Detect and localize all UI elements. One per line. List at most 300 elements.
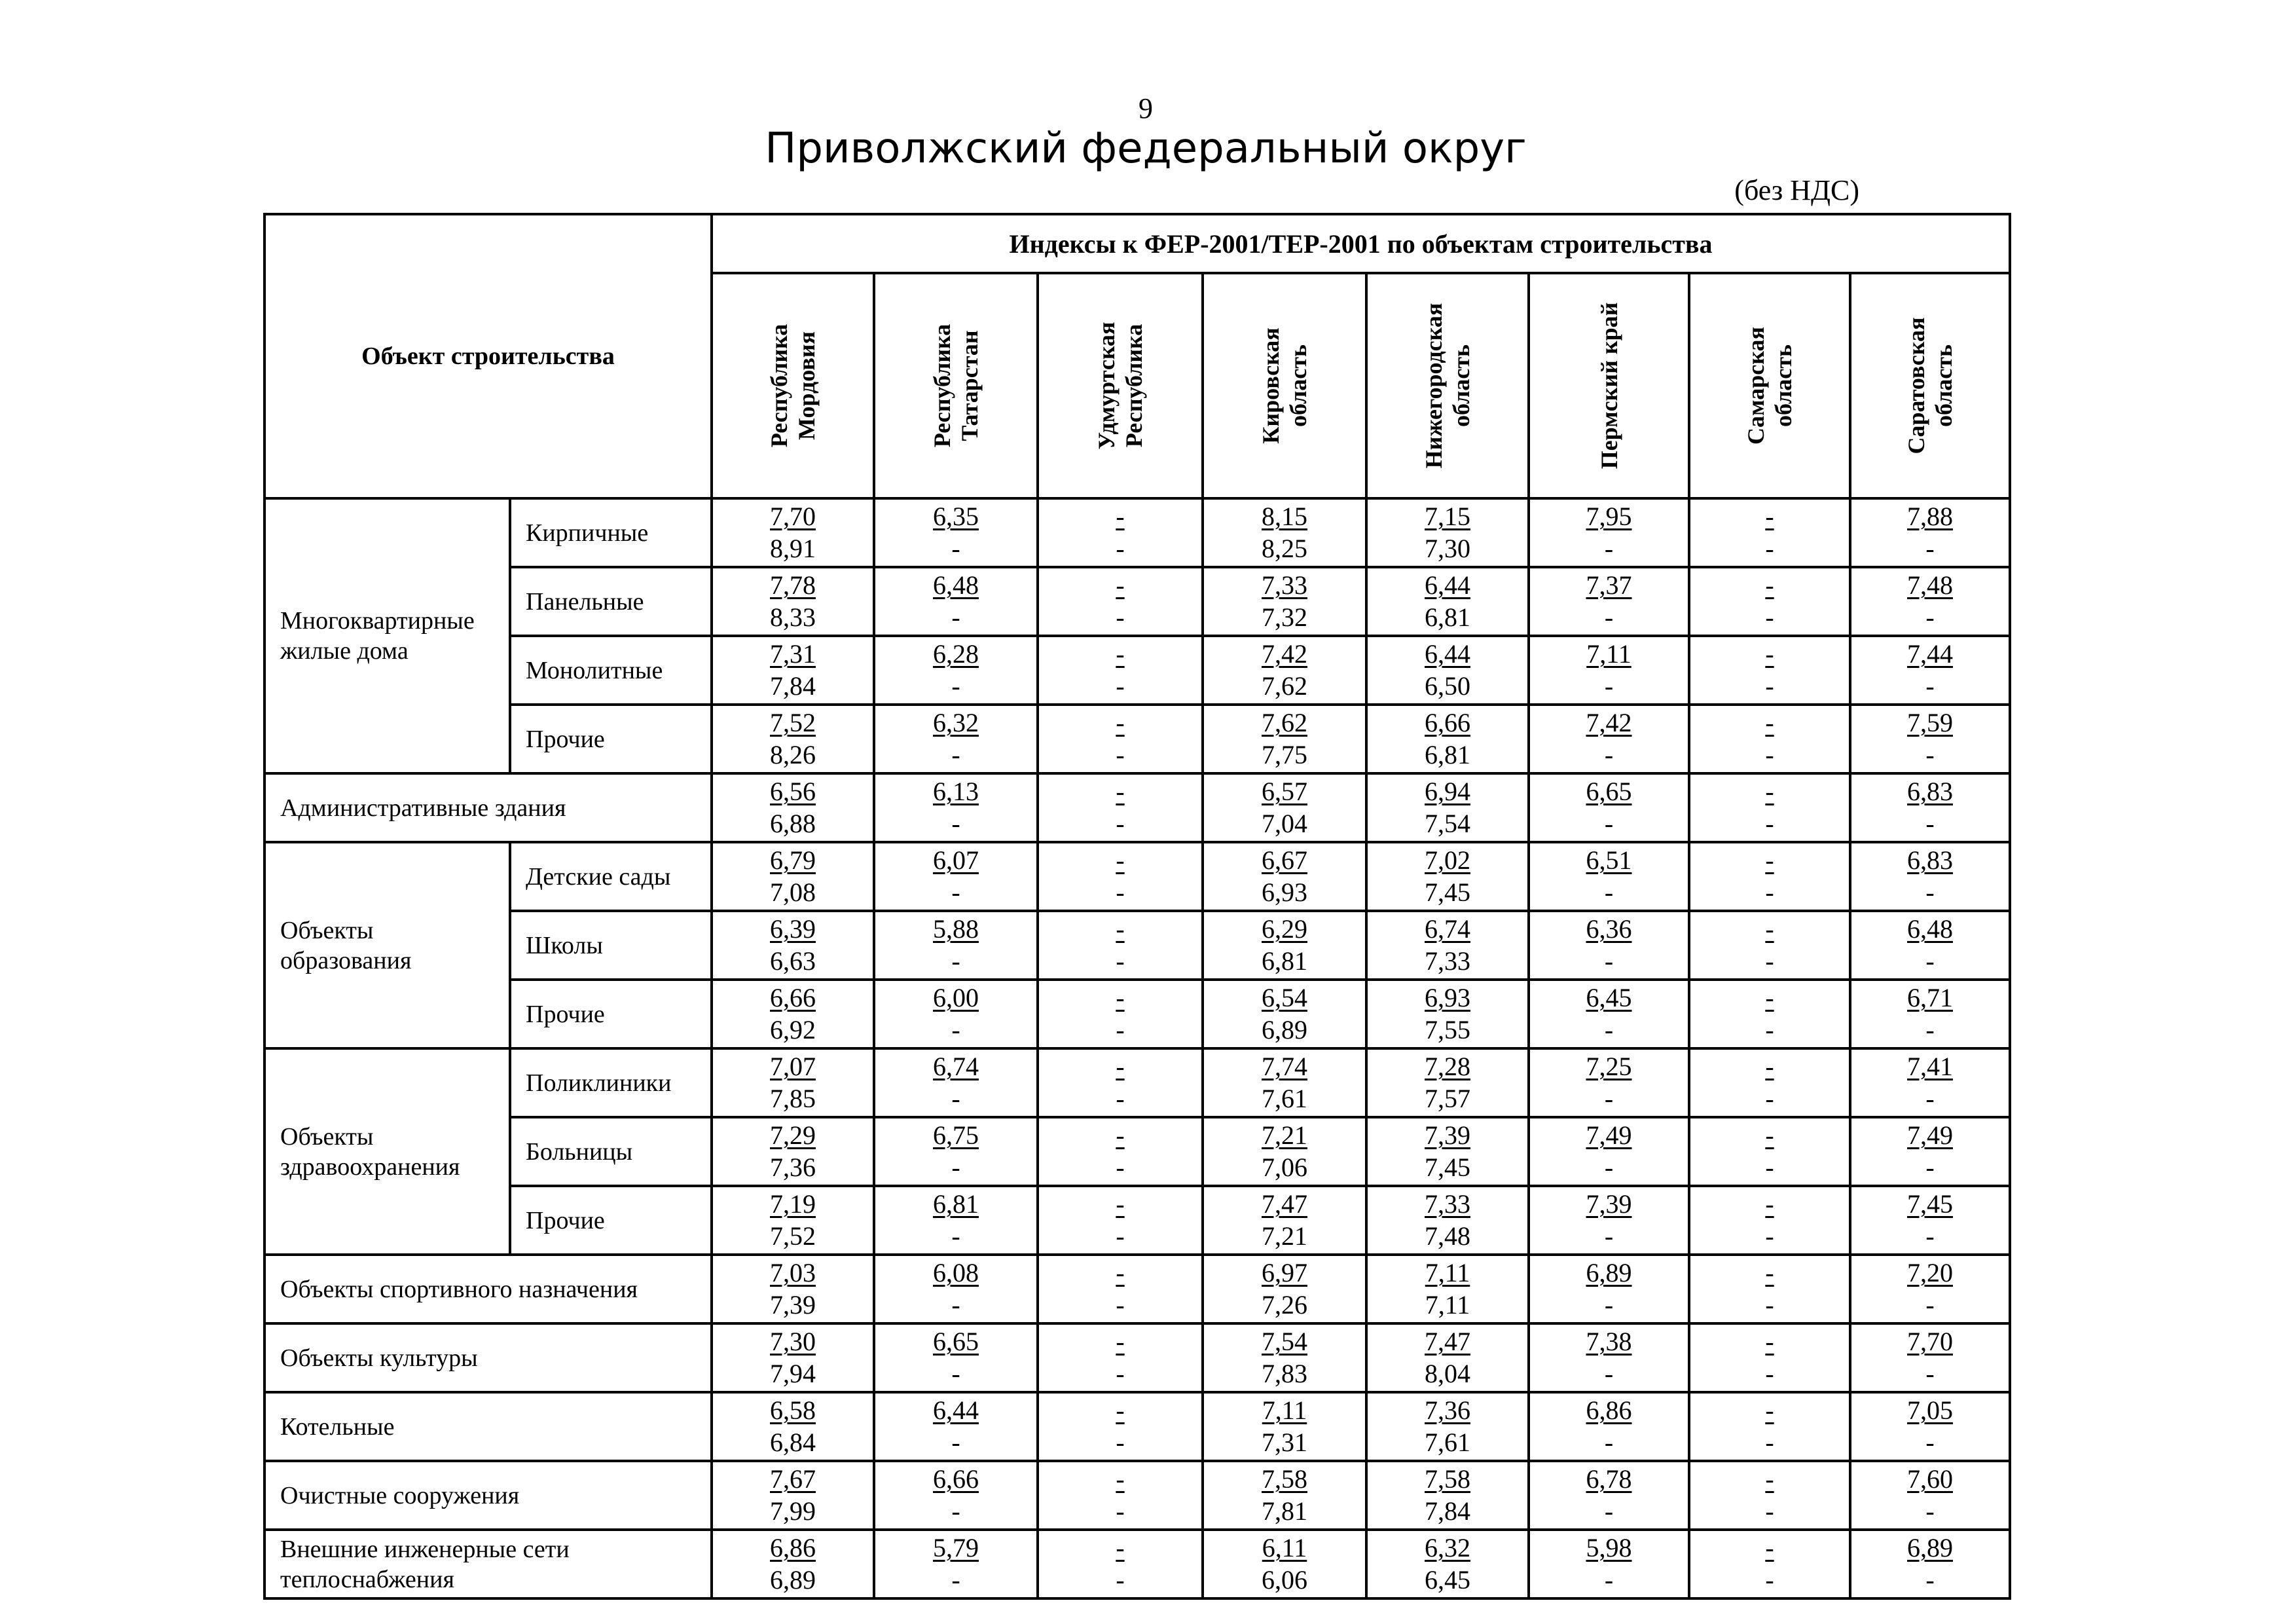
territorial-index: 6,50: [1425, 671, 1470, 701]
territorial-index: -: [1604, 877, 1614, 907]
federal-index: 6,71: [1907, 983, 1953, 1012]
subgroup-label: Детские сады: [510, 842, 712, 911]
federal-index: 6,00: [933, 983, 979, 1012]
territorial-index: 7,83: [1262, 1359, 1307, 1388]
value-cell: [1689, 705, 1850, 773]
federal-index: 6,97: [1262, 1258, 1307, 1287]
value-cell: [1203, 773, 1366, 842]
value-cell: [1850, 498, 2010, 567]
territorial-index: -: [951, 1496, 960, 1526]
federal-index: 6,39: [770, 914, 816, 944]
table-row: [264, 1048, 2010, 1117]
territorial-index: -: [951, 1359, 960, 1388]
federal-index: 7,02: [1425, 845, 1470, 875]
subgroup-label: Монолитные: [510, 636, 712, 705]
territorial-index: 6,88: [770, 809, 816, 838]
value-cell: [1038, 1186, 1203, 1255]
territorial-index: 6,84: [770, 1428, 816, 1457]
territorial-index: 7,08: [770, 877, 816, 907]
subgroup-label: Поликлиники: [510, 1048, 712, 1117]
federal-index: 7,36: [1425, 1395, 1470, 1425]
territorial-index: 7,31: [1262, 1428, 1307, 1457]
value-cell: [1689, 1117, 1850, 1186]
federal-index: 7,39: [1425, 1120, 1470, 1150]
indices-header: Индексы к ФЕР-2001/ТЕР-2001 по объектам строительства: [712, 214, 2010, 273]
subgroup-label: Прочие: [510, 1186, 712, 1255]
federal-index: 6,29: [1262, 914, 1307, 944]
territorial-index: -: [1604, 534, 1614, 563]
federal-index: 6,86: [770, 1533, 816, 1562]
federal-index: 6,93: [1425, 983, 1470, 1012]
territorial-index: -: [1925, 1084, 1935, 1113]
territorial-index: -: [1925, 877, 1935, 907]
territorial-index: 7,06: [1262, 1153, 1307, 1182]
value-cell: [874, 567, 1038, 636]
federal-index: 6,48: [1907, 914, 1953, 944]
federal-index: -: [1116, 1120, 1125, 1150]
territorial-index: -: [1116, 946, 1125, 976]
federal-index: -: [1116, 708, 1125, 737]
federal-index: -: [1116, 845, 1125, 875]
value-cell: [874, 498, 1038, 567]
value-cell: [1529, 567, 1689, 636]
federal-index: -: [1116, 639, 1125, 669]
value-cell: [1850, 1255, 2010, 1323]
value-cell: [1366, 1048, 1529, 1117]
value-cell: [1203, 911, 1366, 980]
federal-index: 7,03: [770, 1258, 816, 1287]
federal-index: -: [1765, 1189, 1774, 1219]
territorial-index: -: [951, 1015, 960, 1044]
territorial-index: -: [1604, 946, 1614, 976]
value-cell: [1529, 1255, 1689, 1323]
federal-index: 7,19: [770, 1189, 816, 1219]
federal-index: 6,66: [1425, 708, 1470, 737]
federal-index: 7,15: [1425, 502, 1470, 531]
territorial-index: -: [1604, 1428, 1614, 1457]
federal-index: 7,70: [1907, 1327, 1953, 1356]
federal-index: -: [1765, 1258, 1774, 1287]
region-header: [1203, 273, 1366, 498]
territorial-index: 6,81: [1262, 946, 1307, 976]
federal-index: 6,81: [933, 1189, 979, 1219]
territorial-index: 7,04: [1262, 809, 1307, 838]
value-cell: [874, 1530, 1038, 1598]
value-cell: [874, 842, 1038, 911]
federal-index: 6,74: [1425, 914, 1470, 944]
federal-index: 7,42: [1586, 708, 1632, 737]
territorial-index: 7,36: [770, 1153, 816, 1182]
territorial-index: -: [1925, 602, 1935, 632]
value-cell: [1529, 1530, 1689, 1598]
territorial-index: 7,21: [1262, 1221, 1307, 1251]
value-cell: [712, 1048, 874, 1117]
value-cell: [1366, 1392, 1529, 1461]
federal-index: -: [1765, 1327, 1774, 1356]
federal-index: 7,41: [1907, 1052, 1953, 1081]
indices-table: [263, 213, 2011, 1600]
table-row: [264, 842, 2010, 911]
territorial-index: -: [1604, 1359, 1614, 1388]
vat-note: (без НДС): [1734, 174, 1859, 206]
value-cell: [874, 705, 1038, 773]
value-cell: [1366, 705, 1529, 773]
federal-index: -: [1765, 502, 1774, 531]
territorial-index: -: [951, 740, 960, 769]
federal-index: -: [1116, 777, 1125, 806]
value-cell: [1850, 1530, 2010, 1598]
territorial-index: -: [1925, 1153, 1935, 1182]
territorial-index: -: [1765, 671, 1774, 701]
federal-index: 6,86: [1586, 1395, 1632, 1425]
federal-index: 7,60: [1907, 1464, 1953, 1494]
territorial-index: -: [1604, 1153, 1614, 1182]
territorial-index: -: [951, 1084, 960, 1113]
value-cell: [1038, 1048, 1203, 1117]
territorial-index: 7,55: [1425, 1015, 1470, 1044]
federal-index: 6,65: [933, 1327, 979, 1356]
value-cell: [1203, 1392, 1366, 1461]
federal-index: -: [1765, 639, 1774, 669]
federal-index: 7,52: [770, 708, 816, 737]
territorial-index: -: [1116, 1565, 1125, 1595]
territorial-index: 7,32: [1262, 602, 1307, 632]
group-label: Котельные: [264, 1392, 712, 1461]
group-label: Объекты спортивного назначения: [264, 1255, 712, 1323]
territorial-index: 7,54: [1425, 809, 1470, 838]
value-cell: [1366, 773, 1529, 842]
group-label: Объекты образования: [264, 842, 510, 1048]
value-cell: [874, 911, 1038, 980]
value-cell: [1038, 1117, 1203, 1186]
territorial-index: -: [1604, 809, 1614, 838]
region-header: [1850, 273, 2010, 498]
territorial-index: -: [1925, 1221, 1935, 1251]
value-cell: [712, 980, 874, 1048]
federal-index: 6,83: [1907, 777, 1953, 806]
federal-index: 6,51: [1586, 845, 1632, 875]
region-header: [1689, 273, 1850, 498]
group-label: Объекты культуры: [264, 1323, 712, 1392]
federal-index: 7,11: [1262, 1395, 1307, 1425]
region-header: [1529, 273, 1689, 498]
federal-index: 6,48: [933, 570, 979, 600]
federal-index: 7,21: [1262, 1120, 1307, 1150]
value-cell: [874, 1048, 1038, 1117]
federal-index: 7,37: [1586, 570, 1632, 600]
territorial-index: -: [1765, 1221, 1774, 1251]
territorial-index: -: [1116, 671, 1125, 701]
value-cell: [712, 1461, 874, 1530]
value-cell: [1850, 980, 2010, 1048]
federal-index: 6,94: [1425, 777, 1470, 806]
federal-index: 5,98: [1586, 1533, 1632, 1562]
value-cell: [712, 1392, 874, 1461]
value-cell: [1203, 1186, 1366, 1255]
territorial-index: -: [1604, 740, 1614, 769]
federal-index: 5,88: [933, 914, 979, 944]
federal-index: -: [1765, 914, 1774, 944]
territorial-index: -: [1604, 1496, 1614, 1526]
value-cell: [712, 1255, 874, 1323]
territorial-index: -: [1116, 1496, 1125, 1526]
region-header-label: Самарская область: [1743, 327, 1796, 445]
federal-index: -: [1765, 708, 1774, 737]
value-cell: [712, 773, 874, 842]
region-header: [1366, 273, 1529, 498]
territorial-index: 6,92: [770, 1015, 816, 1044]
subgroup-label: Кирпичные: [510, 498, 712, 567]
group-label: Многоквартирные жилые дома: [264, 498, 510, 773]
federal-index: 7,29: [770, 1120, 816, 1150]
federal-index: 7,11: [1586, 639, 1631, 669]
table-row: [264, 1461, 2010, 1530]
federal-index: -: [1765, 570, 1774, 600]
territorial-index: 7,11: [1425, 1290, 1470, 1320]
value-cell: [1529, 1461, 1689, 1530]
territorial-index: 6,63: [770, 946, 816, 976]
value-cell: [1689, 1530, 1850, 1598]
territorial-index: -: [1765, 946, 1774, 976]
territorial-index: -: [1925, 1565, 1935, 1595]
value-cell: [712, 567, 874, 636]
federal-index: 7,47: [1262, 1189, 1307, 1219]
value-cell: [1038, 1323, 1203, 1392]
region-header-label: Кировская область: [1258, 327, 1311, 444]
group-label: Административные здания: [264, 773, 712, 842]
territorial-index: -: [1116, 1290, 1125, 1320]
federal-index: 7,54: [1262, 1327, 1307, 1356]
federal-index: 6,44: [933, 1395, 979, 1425]
value-cell: [1850, 636, 2010, 705]
value-cell: [1689, 1186, 1850, 1255]
federal-index: 7,25: [1586, 1052, 1632, 1081]
region-header: [874, 273, 1038, 498]
value-cell: [874, 636, 1038, 705]
value-cell: [1366, 1255, 1529, 1323]
region-header-label: Нижегородская область: [1421, 303, 1474, 469]
federal-index: -: [1116, 1533, 1125, 1562]
value-cell: [1366, 1186, 1529, 1255]
federal-index: -: [1116, 1052, 1125, 1081]
federal-index: 7,11: [1425, 1258, 1470, 1287]
table-row: [264, 1255, 2010, 1323]
territorial-index: -: [1116, 534, 1125, 563]
territorial-index: -: [1604, 1084, 1614, 1113]
value-cell: [1203, 1117, 1366, 1186]
federal-index: 6,78: [1586, 1464, 1632, 1494]
territorial-index: 7,62: [1262, 671, 1307, 701]
value-cell: [1689, 1323, 1850, 1392]
value-cell: [874, 1461, 1038, 1530]
federal-index: 6,83: [1907, 845, 1953, 875]
territorial-index: -: [1925, 1428, 1935, 1457]
territorial-index: -: [1116, 1153, 1125, 1182]
federal-index: -: [1765, 845, 1774, 875]
table-row: [264, 1186, 2010, 1255]
federal-index: 7,07: [770, 1052, 816, 1081]
federal-index: 7,33: [1425, 1189, 1470, 1219]
territorial-index: 7,75: [1262, 740, 1307, 769]
federal-index: -: [1765, 1395, 1774, 1425]
table-row: [264, 1323, 2010, 1392]
federal-index: 6,67: [1262, 845, 1307, 875]
value-cell: [1038, 498, 1203, 567]
federal-index: 6,56: [770, 777, 816, 806]
value-cell: [1529, 911, 1689, 980]
territorial-index: 8,25: [1262, 534, 1307, 563]
federal-index: -: [1765, 777, 1774, 806]
federal-index: -: [1116, 1258, 1125, 1287]
subgroup-label: Прочие: [510, 705, 712, 773]
value-cell: [1850, 1392, 2010, 1461]
federal-index: -: [1116, 502, 1125, 531]
territorial-index: -: [1925, 809, 1935, 838]
territorial-index: 7,85: [770, 1084, 816, 1113]
territorial-index: 6,89: [770, 1565, 816, 1595]
region-header-label: Саратовская область: [1903, 317, 1957, 454]
value-cell: [1689, 911, 1850, 980]
territorial-index: 7,99: [770, 1496, 816, 1526]
group-label: Внешние инженерные сети теплоснабжения: [264, 1530, 712, 1598]
federal-index: -: [1116, 1327, 1125, 1356]
territorial-index: 6,89: [1262, 1015, 1307, 1044]
value-cell: [712, 1117, 874, 1186]
region-header-label: Республика Татарстан: [929, 323, 983, 448]
federal-index: -: [1116, 570, 1125, 600]
federal-index: 7,58: [1425, 1464, 1470, 1494]
subgroup-label: Больницы: [510, 1117, 712, 1186]
territorial-index: -: [951, 534, 960, 563]
federal-index: 6,28: [933, 639, 979, 669]
territorial-index: -: [1604, 602, 1614, 632]
federal-index: 7,49: [1586, 1120, 1632, 1150]
value-cell: [1689, 567, 1850, 636]
federal-index: 7,44: [1907, 639, 1953, 669]
value-cell: [1038, 773, 1203, 842]
value-cell: [874, 1186, 1038, 1255]
territorial-index: -: [951, 1153, 960, 1182]
value-cell: [1689, 980, 1850, 1048]
territorial-index: 7,30: [1425, 534, 1470, 563]
territorial-index: -: [951, 1428, 960, 1457]
region-header: [1038, 273, 1203, 498]
table-row: [264, 1117, 2010, 1186]
value-cell: [1203, 842, 1366, 911]
value-cell: [874, 1323, 1038, 1392]
territorial-index: 8,04: [1425, 1359, 1470, 1388]
federal-index: -: [1116, 914, 1125, 944]
value-cell: [1529, 980, 1689, 1048]
territorial-index: 7,81: [1262, 1496, 1307, 1526]
territorial-index: -: [1765, 877, 1774, 907]
value-cell: [1038, 1530, 1203, 1598]
value-cell: [1038, 911, 1203, 980]
federal-index: 7,28: [1425, 1052, 1470, 1081]
territorial-index: 7,61: [1425, 1428, 1470, 1457]
territorial-index: -: [951, 1565, 960, 1595]
value-cell: [1366, 911, 1529, 980]
table-row: [264, 980, 2010, 1048]
federal-index: 7,95: [1586, 502, 1632, 531]
value-cell: [1850, 1186, 2010, 1255]
federal-index: 7,70: [770, 502, 816, 531]
federal-index: 7,74: [1262, 1052, 1307, 1081]
table-row: [264, 1530, 2010, 1598]
territorial-index: -: [1765, 1015, 1774, 1044]
federal-index: 7,39: [1586, 1189, 1632, 1219]
value-cell: [1366, 498, 1529, 567]
value-cell: [1038, 636, 1203, 705]
territorial-index: -: [1925, 1290, 1935, 1320]
territorial-index: -: [1925, 1359, 1935, 1388]
federal-index: 7,78: [770, 570, 816, 600]
region-header-label: Пермский край: [1595, 302, 1622, 470]
object-header: Объект строительства: [264, 214, 712, 498]
value-cell: [1203, 980, 1366, 1048]
value-cell: [1529, 1186, 1689, 1255]
federal-index: 6,35: [933, 502, 979, 531]
value-cell: [1529, 1048, 1689, 1117]
value-cell: [712, 498, 874, 567]
subgroup-label: Прочие: [510, 980, 712, 1048]
territorial-index: -: [1925, 1496, 1935, 1526]
federal-index: 7,45: [1907, 1189, 1953, 1219]
territorial-index: -: [1765, 1428, 1774, 1457]
value-cell: [1529, 498, 1689, 567]
territorial-index: -: [951, 877, 960, 907]
value-cell: [1038, 1392, 1203, 1461]
federal-index: 7,62: [1262, 708, 1307, 737]
federal-index: 6,11: [1262, 1533, 1307, 1562]
value-cell: [1366, 1461, 1529, 1530]
territorial-index: 8,91: [770, 534, 816, 563]
territorial-index: 7,45: [1425, 1153, 1470, 1182]
territorial-index: -: [1604, 1290, 1614, 1320]
federal-index: 7,47: [1425, 1327, 1470, 1356]
page-number: 9: [1139, 92, 1153, 124]
subgroup-label: Школы: [510, 911, 712, 980]
territorial-index: -: [951, 809, 960, 838]
value-cell: [1038, 1461, 1203, 1530]
federal-index: 6,54: [1262, 983, 1307, 1012]
territorial-index: -: [1925, 946, 1935, 976]
territorial-index: -: [1765, 1153, 1774, 1182]
territorial-index: -: [1604, 1221, 1614, 1251]
value-cell: [1038, 705, 1203, 773]
value-cell: [1203, 1048, 1366, 1117]
value-cell: [874, 980, 1038, 1048]
table-row: [264, 498, 2010, 567]
value-cell: [1850, 1461, 2010, 1530]
territorial-index: 7,26: [1262, 1290, 1307, 1320]
federal-index: 7,48: [1907, 570, 1953, 600]
territorial-index: 7,57: [1425, 1084, 1470, 1113]
value-cell: [874, 1392, 1038, 1461]
value-cell: [1689, 1392, 1850, 1461]
table-row: [264, 636, 2010, 705]
value-cell: [1203, 705, 1366, 773]
territorial-index: -: [1765, 1084, 1774, 1113]
territorial-index: -: [951, 1290, 960, 1320]
federal-index: -: [1765, 983, 1774, 1012]
federal-index: 6,44: [1425, 570, 1470, 600]
territorial-index: 7,84: [1425, 1496, 1470, 1526]
territorial-index: 7,61: [1262, 1084, 1307, 1113]
territorial-index: 6,45: [1425, 1565, 1470, 1595]
federal-index: -: [1116, 1189, 1125, 1219]
page-title: Приволжский федеральный округ: [765, 124, 1527, 173]
